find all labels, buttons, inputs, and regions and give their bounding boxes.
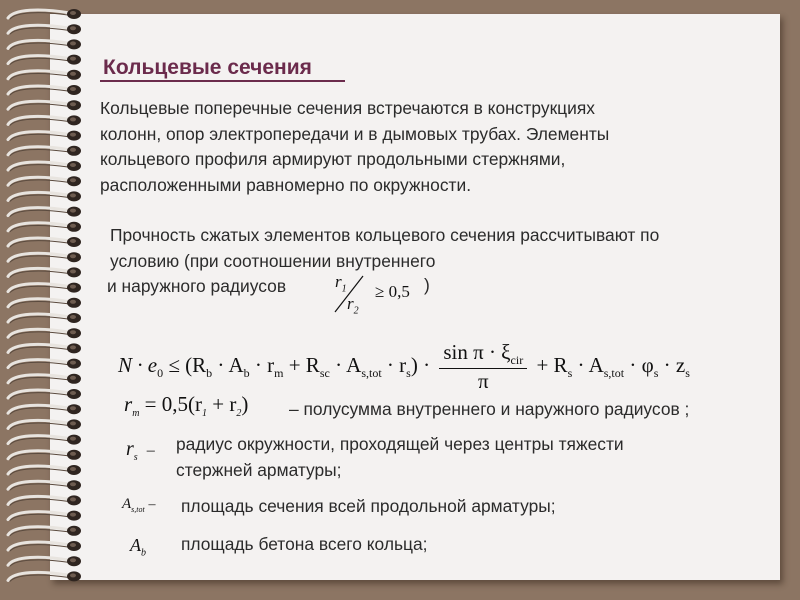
- spiral-ring: [8, 55, 81, 65]
- spiral-ring: [8, 450, 81, 460]
- spiral-ring: [8, 39, 81, 49]
- radius-ratio-formula: [325, 272, 435, 316]
- spiral-ring: [8, 359, 81, 369]
- ab-symbol: $A_b$: [130, 535, 146, 559]
- astot-description: площадь сечения всей продольной арматуры;: [181, 496, 556, 516]
- closing-paren: ): [424, 275, 430, 295]
- strength-line: условию (при соотношении внутреннего: [110, 250, 436, 271]
- spiral-ring: [8, 480, 81, 490]
- spiral-ring: [8, 465, 81, 475]
- astot-symbol: $A_{s,tot}$ –: [122, 496, 156, 514]
- spiral-ring: [8, 495, 81, 505]
- spiral-ring: [8, 571, 81, 581]
- spiral-ring: [8, 146, 81, 156]
- ratio-numerator: $r_1$: [335, 272, 347, 295]
- intro-paragraph: [100, 96, 740, 198]
- spiral-ring: [8, 24, 81, 34]
- intro-line: кольцевого профиля армируют продольными стержнями,: [100, 149, 566, 169]
- spiral-ring: [8, 252, 81, 262]
- ratio-condition: ≥ 0,5: [375, 282, 410, 301]
- strength-formula: $N \cdot e_0 \le (R_b \cdot A_b \cdot r_m + R_{sc} \cdot A_{s,tot} \cdot r_s)$ · $\frac{\sin \pi \cdot \xi_{cir}}{\pi}$ + $R_s \cdot A_{s,tot} \cdot \varphi_s \cdot z_s$: [118, 340, 690, 394]
- rm-description: – полусумма внутреннего и наружного радиусов ;: [289, 399, 690, 419]
- rm-formula: $r_m = 0,5(r_1 + r_2)$: [124, 392, 249, 420]
- spiral-ring: [8, 419, 81, 429]
- strength-line: и наружного радиусов: [107, 276, 287, 296]
- spiral-ring: [8, 526, 81, 536]
- spiral-ring: [8, 313, 81, 323]
- spiral-ring: [8, 85, 81, 95]
- spiral-ring: [8, 283, 81, 293]
- intro-line: колонн, опор электропередачи и в дымовых трубах. Элементы: [100, 123, 610, 144]
- ab-description: площадь бетона всего кольца;: [181, 534, 428, 554]
- spiral-ring: [8, 389, 81, 399]
- spiral-ring: [8, 343, 81, 353]
- spiral-ring: [8, 267, 81, 277]
- spiral-ring: [8, 191, 81, 201]
- spiral-ring: [8, 404, 81, 414]
- spiral-binding: [0, 0, 90, 600]
- strength-line: Прочность сжатых элементов кольцевого сечения рассчитывают по: [110, 225, 660, 245]
- spiral-ring: [8, 511, 81, 521]
- spiral-ring: [8, 207, 81, 217]
- spiral-ring: [8, 298, 81, 308]
- intro-line: расположенными равномерно по окружности.: [100, 174, 472, 195]
- spiral-ring: [8, 70, 81, 80]
- spiral-ring: [8, 9, 81, 19]
- rs-description: радиус окружности, проходящей через центры тяжести стержней арматуры;: [176, 434, 624, 480]
- spiral-ring: [8, 100, 81, 110]
- spiral-ring: [8, 541, 81, 551]
- ratio-denominator: $r_2$: [347, 294, 359, 317]
- spiral-ring: [8, 435, 81, 445]
- spiral-ring: [8, 556, 81, 566]
- intro-line: Кольцевые поперечные сечения встречаются в конструкциях: [100, 98, 595, 118]
- spiral-ring: [8, 222, 81, 232]
- spiral-ring: [8, 115, 81, 125]
- spiral-ring: [8, 237, 81, 247]
- strength-paragraph: [107, 223, 760, 300]
- spiral-ring: [8, 374, 81, 384]
- spiral-ring: [8, 176, 81, 186]
- page-title: Кольцевые сечения: [103, 56, 312, 79]
- spiral-ring: [8, 161, 81, 171]
- spiral-ring: [8, 131, 81, 141]
- rs-symbol: $r_s$ –: [126, 438, 155, 463]
- title-underline: [100, 80, 345, 82]
- sine-fraction: $\frac{\sin \pi \cdot \xi_{cir}}{\pi}$: [439, 340, 527, 394]
- spiral-ring: [8, 328, 81, 338]
